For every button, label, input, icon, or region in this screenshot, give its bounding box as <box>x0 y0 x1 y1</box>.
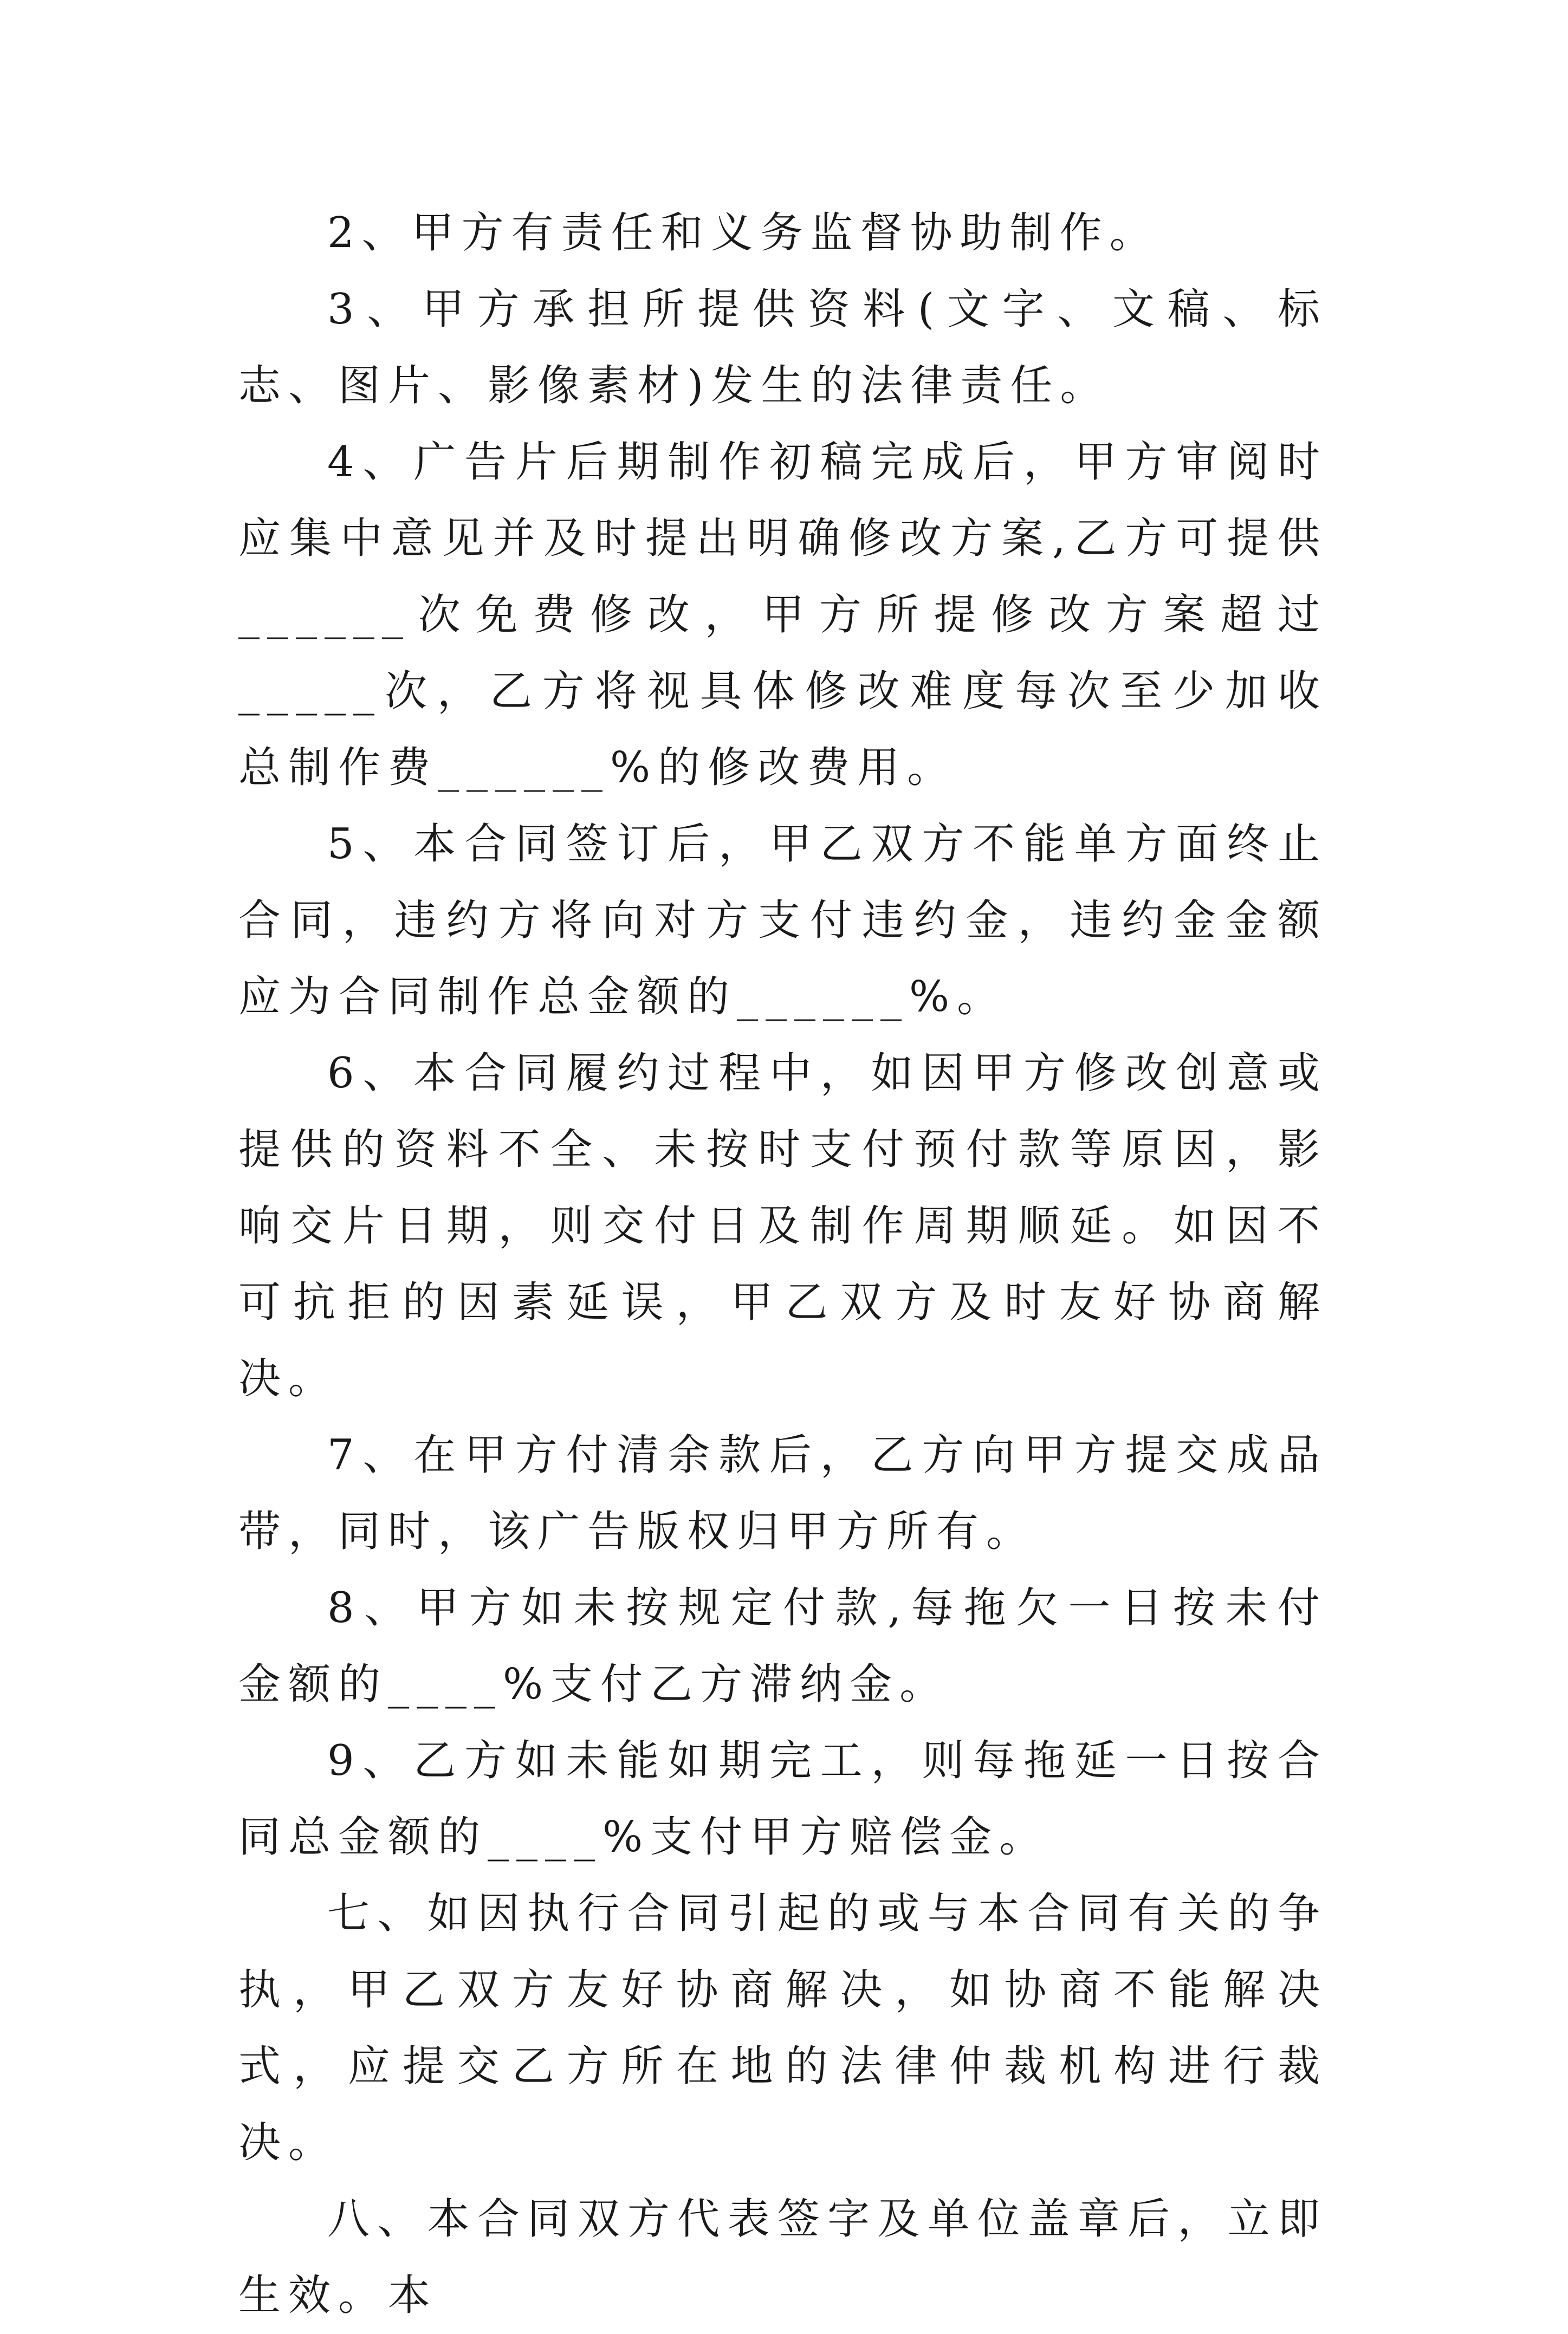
paragraph-clause-6: 6、本合同履约过程中，如因甲方修改创意或提供的资料不全、未按时支付预付款等原因，影响交片日期，则交付日及制作周期顺延。如因不可抗拒的因素延误，甲乙双方及时友好协商解决。 <box>238 1049 1327 1403</box>
paragraph-clause-2: 2、甲方有责任和义务监督协助制作。 <box>327 209 1159 257</box>
paragraph-clause-9: 9、乙方如未能如期完工，则每拖延一日按合同总金额的____%支付甲方赔偿金。 <box>238 1736 1327 1862</box>
paragraph-clause-8: 8、甲方如未按规定付款,每拖欠一日按未付金额的____%支付乙方滞纳金。 <box>238 1584 1327 1709</box>
paragraph-section-7: 七、如因执行合同引起的或与本合同有关的争执，甲乙双方友好协商解决，如协商不能解决式，应提交乙方所在地的法律仲裁机构进行裁决。 <box>238 1889 1327 2167</box>
paragraph-clause-4: 4、广告片后期制作初稿完成后，甲方审阅时应集中意见并及时提出明确修改方案,乙方可提供______次免费修改，甲方所提修改方案超过_____次，乙方将视具体修改难度每次至少加收总制作费______%的修改费用。 <box>238 438 1327 792</box>
paragraph-clause-5: 5、本合同签订后，甲乙双方不能单方面终止合同，违约方将向对方支付违约金，违约金金额应为合同制作总金额的______%。 <box>238 820 1327 1021</box>
paragraph-section-8: 八、本合同双方代表签字及单位盖章后，立即生效。本 <box>238 2195 1327 2320</box>
document-body <box>238 195 1327 2334</box>
paragraph-clause-3: 3、甲方承担所提供资料(文字、文稿、标志、图片、影像素材)发生的法律责任。 <box>238 285 1327 410</box>
paragraph-clause-7: 7、在甲方付清余款后，乙方向甲方提交成品带，同时，该广告版权归甲方所有。 <box>238 1431 1327 1556</box>
